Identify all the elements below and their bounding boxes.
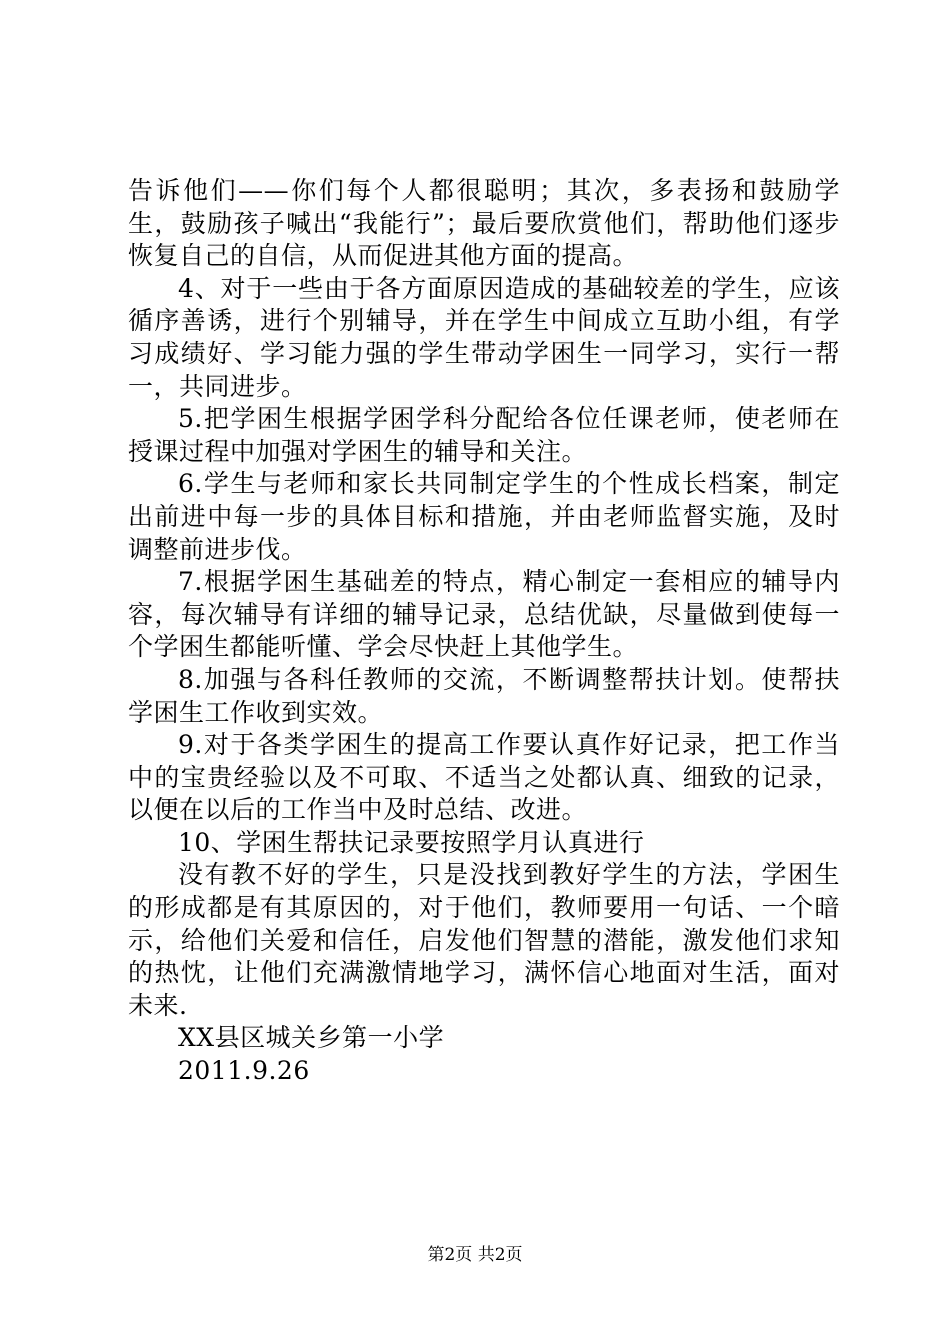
paragraph-continuation: 告诉他们——你们每个人都很聪明；其次，多表扬和鼓励学生，鼓励孩子喊出“我能行”；最后要欣赏他们，帮助他们逐步恢复自己的自信，从而促进其他方面的提高。 [128, 176, 840, 271]
signature-organization: XX县区城关乡第一小学 [178, 1023, 445, 1053]
paragraph-item-4: 4、对于一些由于各方面原因造成的基础较差的学生，应该循序善诱，进行个别辅导，并在学生中间成立互助小组，有学习成绩好、学习能力强的学生带动学困生一同学习，实行一帮一，共同进步。 [128, 273, 840, 401]
page-footer [0, 1244, 950, 1266]
paragraph-item-5: 5.把学困生根据学困学科分配给各位任课老师，使老师在授课过程中加强对学困生的辅导和关注。 [128, 404, 840, 466]
paragraph-item-9: 9.对于各类学困生的提高工作要认真作好记录，把工作当中的宝贵经验以及不可取、不适当之处都认真、细致的记录，以便在以后的工作当中及时总结、改进。 [128, 730, 840, 825]
paragraph-conclusion: 没有教不好的学生，只是没找到教好学生的方法，学困生的形成都是有其原因的，对于他们，教师要用一句话、一个暗示，给他们关爱和信任，启发他们智慧的潜能，激发他们求知的热忱，让他们充满激情地学习，满怀信心地面对生活，面对未来. [128, 860, 840, 1020]
paragraph-item-8: 8.加强与各科任教师的交流，不断调整帮扶计划。使帮扶学困生工作收到实效。 [128, 664, 840, 727]
paragraph-item-10: 10、学困生帮扶记录要按照学月认真进行 [178, 827, 645, 857]
page-number-label: 第2页 共2页 [427, 1245, 523, 1265]
signature-date: 2011.9.26 [178, 1056, 310, 1086]
paragraph-item-7: 7.根据学困生基础差的特点，精心制定一套相应的辅导内容，每次辅导有详细的辅导记录，总结优缺，尽量做到使每一个学困生都能听懂、学会尽快赶上其他学生。 [128, 567, 840, 662]
paragraph-item-6: 6.学生与老师和家长共同制定学生的个性成长档案，制定出前进中每一步的具体目标和措施，并由老师监督实施，及时调整前进步伐。 [128, 469, 840, 564]
document-body [128, 175, 840, 1088]
